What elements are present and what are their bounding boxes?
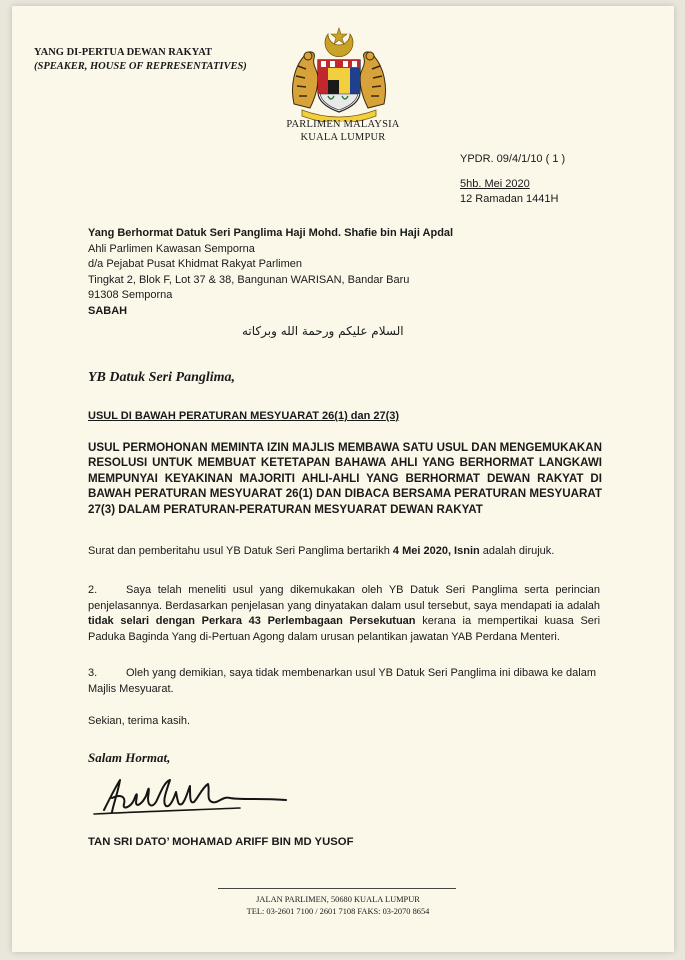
- footer-street: JALAN PARLIMEN, 50680 KUALA LUMPUR: [256, 895, 420, 904]
- paragraph-number: 2.: [88, 584, 98, 596]
- handwritten-signature: [90, 768, 290, 824]
- date-hijri: 12 Ramadan 1441H: [460, 193, 559, 205]
- parliament-address: [248, 118, 438, 144]
- paragraph-3: [88, 666, 600, 697]
- reference-block: [460, 152, 565, 207]
- paragraph-text: adalah dirujuk.: [479, 545, 555, 557]
- institution-name: PARLIMEN MALAYSIA: [286, 119, 400, 130]
- speaker-title: [34, 46, 247, 74]
- paragraph-1: [88, 544, 600, 560]
- footer-divider: [218, 888, 456, 889]
- paragraph-text: Oleh yang demikian, saya tidak membenarkan usul YB Datuk Seri Panglima ini dibawa ke dalam Majlis Mesyuarat.: [88, 667, 596, 695]
- paragraph-text: Surat dan pemberitahu usul YB Datuk Seri Panglima bertarikh: [88, 545, 393, 557]
- recipient-line: Tingkat 2, Blok F, Lot 37 & 38, Bangunan WARISAN, Bandar Baru: [88, 273, 410, 286]
- paragraph-number: 3.: [88, 667, 98, 679]
- reference-number: YPDR. 09/4/1/10 ( 1 ): [460, 153, 566, 165]
- paragraph-bold-text: tidak selari dengan Perkara 43 Perlembagaan Persekutuan: [88, 615, 416, 627]
- speaker-title-malay: YANG DI-PERTUA DEWAN RAKYAT: [34, 47, 213, 58]
- signatory-name: TAN SRI DATO’ MOHAMAD ARIFF BIN MD YUSOF: [88, 836, 354, 848]
- salutation: YB Datuk Seri Panglima,: [88, 370, 236, 385]
- sign-off: Salam Hormat,: [88, 750, 171, 765]
- speaker-title-english: (SPEAKER, HOUSE OF REPRESENTATIVES): [34, 61, 247, 72]
- recipient-address: [88, 226, 453, 319]
- paragraph-bold-text: 4 Mei 2020, Isnin: [392, 545, 480, 557]
- closing-line: Sekian, terima kasih.: [88, 715, 191, 727]
- institution-city: KUALA LUMPUR: [300, 132, 386, 143]
- resolution-title: USUL PERMOHONAN MEMINTA IZIN MAJLIS MEMBAWA SATU USUL DAN MENGEMUKAKAN RESOLUSI UNTUK MEMBUAT KETETAPAN BAHAWA AHLI YANG BERHORMAT LANGKAWI MEMPUNYAI KEYAKINAN MAJORITI AHLI-AHLI YANG BERHORMAT DEWAN RAKYAT DI BAWAH PERATURAN MESYUARAT 26(1) DAN DIBACA BERSAMA PERATURAN MESYUARAT 27(3) DALAM PERATURAN-PERATURAN MESYUARAT DEWAN RAKYAT: [88, 441, 602, 516]
- footer-contact: TEL: 03-2601 7100 / 2601 7108 FAKS: 03-2070 8654: [246, 907, 430, 916]
- letter-page: [12, 6, 674, 952]
- recipient-state: SABAH: [88, 304, 128, 317]
- subject-heading: USUL DI BAWAH PERATURAN MESYUARAT 26(1) dan 27(3): [88, 410, 400, 422]
- paragraph-2: [88, 583, 600, 645]
- recipient-line: 91308 Semporna: [88, 289, 173, 301]
- paragraph-text: Saya telah meneliti usul yang dikemukakan oleh YB Datuk Seri Panglima serta perincian penjelasannya. Berdasarkan penjelasan yang dinyatakan dalam usul tersebut, saya mendapati ia adalah: [88, 584, 600, 612]
- recipient-line: Ahli Parlimen Kawasan Semporna: [88, 242, 255, 255]
- arabic-greeting: السلام عليكم ورحمة الله وبركاته: [242, 324, 404, 338]
- coat-of-arms-icon: [284, 26, 394, 122]
- recipient-name: Yang Berhormat Datuk Seri Panglima Haji Mohd. Shafie bin Haji Apdal: [88, 227, 454, 239]
- recipient-line: d/a Pejabat Pusat Khidmat Rakyat Parlimen: [88, 258, 303, 270]
- footer-address: [208, 894, 468, 918]
- date-gregorian: 5hb. Mei 2020: [460, 178, 530, 190]
- paragraph-text: kerana ia mempertikai kuasa Seri Paduka Baginda Yang di-Pertuan Agong dalam urusan pelantikan jawatan YAB Perdana Menteri.: [88, 615, 601, 643]
